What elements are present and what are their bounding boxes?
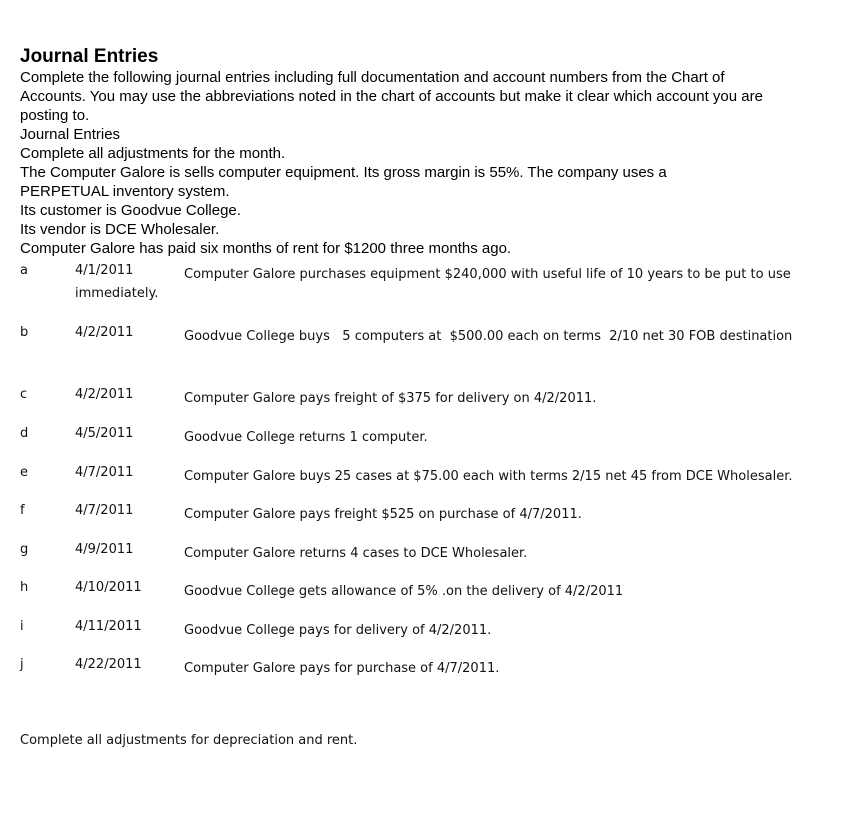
entry-date: 4/7/2011 — [75, 465, 134, 480]
entry-date: 4/9/2011 — [75, 542, 134, 557]
entry-date: 4/22/2011 — [75, 657, 142, 672]
intro-line: Computer Galore has paid six months of rent for $1200 three months ago. — [20, 240, 512, 257]
entry-letter: b — [20, 325, 29, 340]
entry-date: 4/2/2011 — [75, 325, 134, 340]
entry-letter: a — [20, 263, 28, 278]
entry-letter: h — [20, 580, 29, 595]
entry-description: Computer Galore pays freight $525 on purchase of 4/7/2011. — [184, 507, 582, 522]
intro-line: Its customer is Goodvue College. — [20, 202, 241, 219]
page-title: Journal Entries — [20, 46, 159, 67]
intro-line: Its vendor is DCE Wholesaler. — [20, 221, 220, 238]
entry-date: 4/7/2011 — [75, 503, 134, 518]
entry-date: 4/11/2011 — [75, 619, 142, 634]
entry-description: Computer Galore buys 25 cases at $75.00 each with terms 2/15 net 45 from DCE Wholesaler. — [184, 469, 793, 484]
entry-date: 4/10/2011 — [75, 580, 142, 595]
entry-letter: f — [20, 503, 25, 518]
entry-letter: i — [20, 619, 24, 634]
entry-letter: j — [20, 657, 24, 672]
intro-line: Accounts. You may use the abbreviations noted in the chart of accounts but make it clear which account you are — [20, 88, 763, 105]
entry-date: 4/5/2011 — [75, 426, 134, 441]
entry-description: Goodvue College pays for delivery of 4/2/2011. — [184, 623, 492, 638]
entry-description: Goodvue College gets allowance of 5% .on the delivery of 4/2/2011 — [184, 584, 624, 599]
intro-line: Complete the following journal entries including full documentation and account numbers from the Chart of — [20, 69, 725, 86]
entry-description: Computer Galore purchases equipment $240,000 with useful life of 10 years to be put to use — [184, 267, 791, 282]
intro-line: Complete all adjustments for the month. — [20, 145, 286, 162]
entry-letter: c — [20, 387, 28, 402]
entry-date: 4/1/2011 — [75, 263, 134, 278]
entry-letter: d — [20, 426, 29, 441]
entry-description: Goodvue College buys 5 computers at $500.00 each on terms 2/10 net 30 FOB destination — [184, 329, 793, 344]
entry-description-continuation: immediately. — [75, 286, 159, 301]
entry-date: 4/2/2011 — [75, 387, 134, 402]
footer-instruction: Complete all adjustments for depreciation and rent. — [20, 733, 358, 748]
intro-line: PERPETUAL inventory system. — [20, 183, 230, 200]
entry-description: Computer Galore returns 4 cases to DCE Wholesaler. — [184, 546, 528, 561]
entry-description: Computer Galore pays freight of $375 for delivery on 4/2/2011. — [184, 391, 597, 406]
section-heading: Journal Entries — [20, 126, 121, 143]
intro-line: posting to. — [20, 107, 90, 124]
document-header — [20, 46, 855, 258]
intro-line: The Computer Galore is sells computer equipment. Its gross margin is 55%. The company uses a — [20, 164, 667, 181]
entry-letter: e — [20, 465, 28, 480]
entry-description: Computer Galore pays for purchase of 4/7/2011. — [184, 661, 500, 676]
entry-description: Goodvue College returns 1 computer. — [184, 430, 428, 445]
entry-letter: g — [20, 542, 29, 557]
